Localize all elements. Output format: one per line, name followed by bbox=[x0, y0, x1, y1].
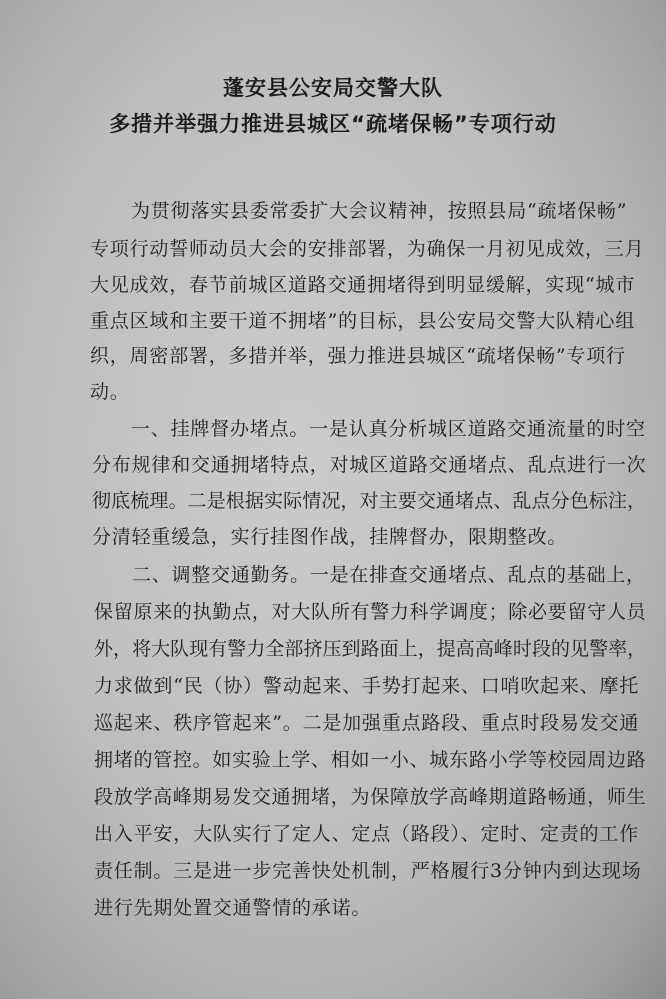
body-line: 巡起来、秩序管起来”。二是加强重点路段、重点时段易发交通 bbox=[94, 712, 640, 734]
body-line: 力求做到“民（协）警动起来、手势打起来、口哨吹起来、摩托 bbox=[94, 675, 640, 697]
body-line: 重点区域和主要干道不拥堵”的目标，县公安局交警大队精心组 bbox=[90, 310, 636, 332]
body-line: 段放学高峰期易发交通拥堵，为保障放学高峰期道路畅通，师生 bbox=[94, 786, 647, 808]
body-line: 大见成效，春节前城区道路交通拥堵得到明显缓解，实现“城市 bbox=[90, 274, 636, 296]
body-line: 出入平安，大队实行了定人、定点（路段）、定时、定责的工作 bbox=[94, 823, 639, 845]
body-line: 二、调整交通勤务。一是在排查交通堵点、乱点的基础上， bbox=[132, 564, 646, 586]
body-line: 外，将大队现有警力全部挤压到路面上，提高高峰时段的见警率， bbox=[94, 638, 647, 660]
body-line: 分布规律和交通拥堵特点，对城区道路交通堵点、乱点进行一次 bbox=[92, 454, 647, 476]
body-line: 保留原来的执勤点，对大队所有警力科学调度；除必要留守人员 bbox=[94, 601, 647, 623]
body-line: 织，周密部署，多措并举，强力推进县城区“疏堵保畅”专项行 bbox=[90, 345, 626, 367]
body-line: 专项行动誓师动员大会的安排部署，为确保一月初见成效，三月 bbox=[90, 238, 645, 260]
document-title: 蓬安县公安局交警大队 bbox=[223, 76, 443, 100]
body-line: 动。 bbox=[90, 381, 130, 403]
body-line: 分清轻重缓急，实行挂图作战，挂牌督办，限期整改。 bbox=[92, 526, 568, 548]
document-subtitle: 多措并举强力推进县城区“疏堵保畅”专项行动 bbox=[109, 112, 557, 136]
body-line: 进行先期处置交通警情的承诺。 bbox=[94, 897, 372, 919]
body-line: 为贯彻落实县委常委扩大会议精神，按照县局“疏堵保畅” bbox=[131, 200, 628, 222]
body-line: 一、挂牌督办堵点。一是认真分析城区道路交通流量的时空 bbox=[131, 418, 646, 440]
body-line: 彻底梳理。二是根据实际情况，对主要交通堵点、乱点分色标注， bbox=[92, 490, 647, 512]
body-line: 拥堵的管控。如实验上学、相如一小、城东路小学等校园周边路 bbox=[94, 749, 647, 771]
body-line: 责任制。三是进一步完善快处机制，严格履行3分钟内到达现场 bbox=[94, 860, 642, 882]
